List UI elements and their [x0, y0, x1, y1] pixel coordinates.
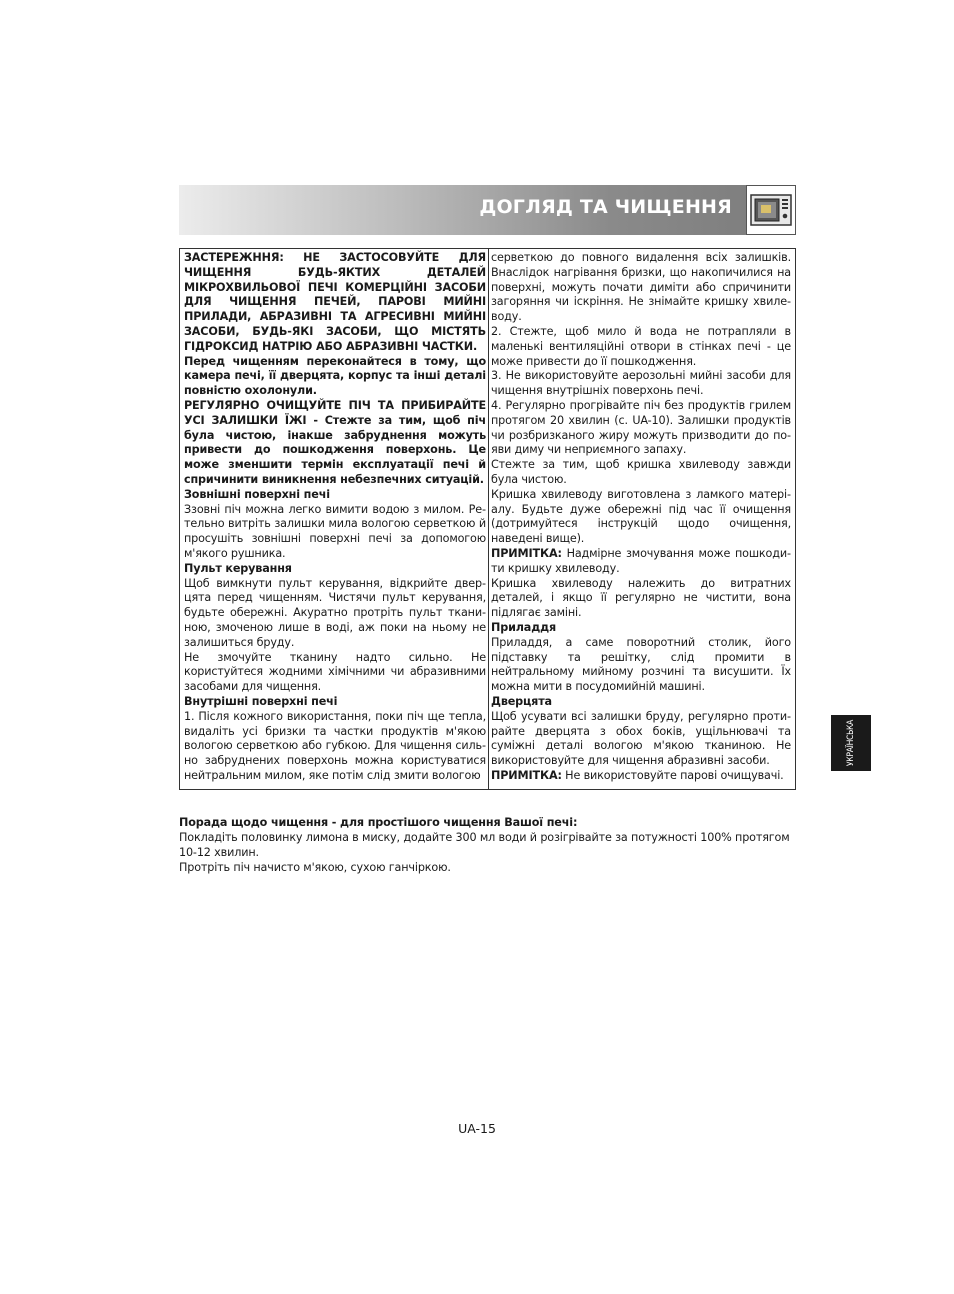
interior-text: 1. Після кожного використання, поки піч ще тепла, видаліть усі бризки та частки продуктів м'якою вологою серветкою або губкою. Для чищення сильно забруднених поверхонь можна користуватися нейтральним милом, яке потім слід змити вологою [184, 709, 486, 782]
interior-continued-text: серветкою до повного видалення всіх залишків. Внаслідок нагрівання бризки, що накопичилися на поверхні, можуть почати диміти або спричинити загоряння чи іскріння. Не знімайте кришку хвилеводу. [491, 251, 791, 324]
note-1 [491, 547, 791, 577]
tip-text: Покладіть половинку лимона в миску, додайте 300 мл води й розігрівайте за потужності 100% протягом 10-12 хвилин. [179, 831, 790, 859]
note-text: Надмірне змочування може пошкодити кришку хвилеводу. [491, 546, 791, 575]
warning-text: ЗАСТЕРЕЖННЯ: НЕ ЗАСТОСОВУЙТЕ ДЛЯ ЧИЩЕННЯ БУДЬ-ЯКТИХ ДЕТАЛЕЙ МІКРОХВИЛЬОВОЇ ПЕЧІ КОМЕРЦІЙНІ ЗАСОБИ ДЛЯ ЧИЩЕННЯ ПЕЧЕЙ, ПАРОВІ МИЙНІ ПРИЛАДИ, АБРАЗИВНІ ТА АГРЕСИВНІ МИЙНІ ЗАСОБИ, БУДЬ-ЯКІ ЗАСОБИ, ЩО МІСТЯТЬ ГІДРОКСИД НАТРІЮ АБО АБРАЗИВНІ ЧАСТКИ. [184, 251, 486, 353]
waveguide-material-text: Кришка хвилеводу виготовлена з ламкого матеріалу. Будьте дуже обережні під час її очищення (дотримуйтеся інструкцій щодо очищення, наведені вище). [491, 487, 791, 546]
control-panel-text: Щоб вимкнути пульт керування, відкрийте дверцята перед чищенням. Чистячи пульт керування, будьте обережні. Акуратно протріть пульт тканиною, змоченою лише в воді, аж поки на ньому не залишиться бруду. [184, 576, 486, 649]
language-tab [831, 715, 871, 771]
exterior-text: Ззовні піч можна легко вимити водою з милом. Ретельно витріть залишки мила вологою серветкою й просушіть зовнішні поверхні печі за допомогою м'якого рушника. [184, 502, 486, 560]
exterior-heading: Зовнішні поверхні печі [184, 487, 330, 501]
section-header [179, 185, 796, 235]
language-tab-label: УКРАЇНСЬКА [846, 719, 856, 767]
regular-cleaning-paragraph [184, 399, 486, 488]
interior-item-3: 3. Не використовуйте аерозольні мийні засоби для чищення внутрішніх поверхонь печі. [491, 369, 791, 398]
control-panel-warning: Не змочуйте тканину надто сильно. Не користуйтеся жодними хімічними чи абразивними засобами для чищення. [184, 650, 486, 694]
tip-heading: Порада щодо чищення - для простішого чищення Вашої печі: [179, 816, 578, 829]
cleaning-tip [179, 815, 799, 875]
interior-item-4: 4. Регулярно прогрівайте піч без продуктів грилем протягом 20 хвилин (с. UA-10). Залишки продуктів чи розбризканого жиру можуть призводити до появи диму чи неприємного запаху. [491, 398, 791, 457]
note-text: Не використовуйте парові очищувачі. [561, 768, 784, 782]
interior-item-2: 2. Стежте, щоб мило й вода не потрапляли в маленькі вентиляційні отвори в стінках печі - це може привести до її пошкодження. [491, 324, 791, 368]
column-divider [488, 249, 489, 789]
accessories-text: Приладдя, а саме поворотний столик, його підставку та решітку, слід промити в нейтральному мийному розчині та висушити. Їх можна мити в посудомийній машині. [491, 635, 791, 694]
right-column [491, 251, 791, 784]
page-number: UA-15 [458, 1121, 496, 1136]
control-panel-heading: Пульт керування [184, 561, 292, 575]
waveguide-clean-text: Стежте за тим, щоб кришка хвилеводу завжди була чистою. [491, 458, 791, 486]
section-title: ДОГЛЯД ТА ЧИЩЕННЯ [479, 196, 732, 218]
left-column [184, 251, 486, 784]
regular-cleaning-text: - Стежте за тим, щоб піч була чистою, інакше забруднення можуть привести до пошкодження поверхонь. Це може зменшити термін експлуатації печі й спричинити виникнення небезпечних ситуацій. [184, 413, 486, 486]
interior-heading: Внутрішні поверхні печі [184, 694, 338, 708]
door-text: Щоб усувати всі залишки бруду, регулярно протирайте дверцята з обох боків, ущільнювачі та суміжні деталі вологою м'якою тканиною. Не використовуйте для чищення абразивні засоби. [491, 709, 791, 768]
note-label: ПРИМІТКА: [491, 768, 562, 782]
door-heading: Дверцята [491, 694, 552, 708]
tip-text-2: Протріть піч начисто м'якою, сухою ганчіркою. [179, 861, 451, 874]
note-label: ПРИМІТКА: [491, 546, 562, 560]
content-box [179, 248, 796, 790]
microwave-icon [746, 185, 796, 235]
before-cleaning-text: Перед чищенням переконайтеся в тому, що камера печі, її дверцята, корпус та інші деталі повністю охолонули. [184, 354, 486, 398]
note-2 [491, 769, 791, 784]
waveguide-replace-text: Кришка хвилеводу належить до витратних деталей, і якщо її регулярно не чистити, вона підлягає заміні. [491, 576, 791, 620]
accessories-heading: Приладдя [491, 620, 557, 634]
regular-cleaning-heading: РЕГУЛЯРНО ОЧИЩУЙТЕ ПІЧ ТА ПРИБИРАЙТЕ УСІ ЗАЛИШКИ ЇЖІ [184, 398, 486, 427]
